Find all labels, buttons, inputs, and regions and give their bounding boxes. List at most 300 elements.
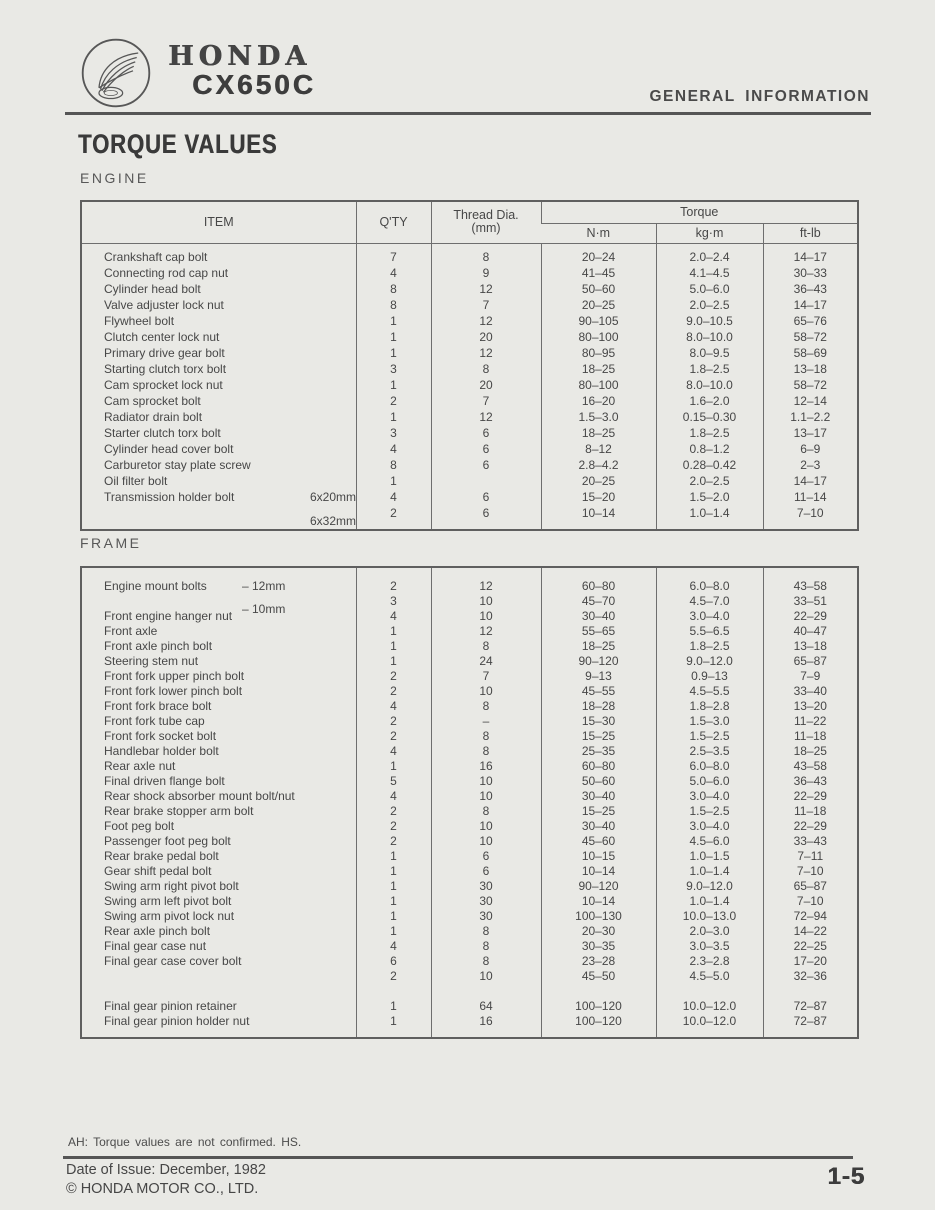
table-row <box>81 594 858 609</box>
cell-ftlb: 14–17 <box>763 473 858 489</box>
footer-note: AH: Torque values are not confirmed. HS. <box>68 1135 302 1149</box>
cell-item <box>81 567 356 594</box>
table-row <box>81 1014 858 1038</box>
cell-thread: 12 <box>431 313 541 329</box>
cell-nm: 10–14 <box>541 505 656 530</box>
cell-ftlb: 7–11 <box>763 849 858 864</box>
cell-ftlb: 11–22 <box>763 714 858 729</box>
cell-qty: 8 <box>356 297 431 313</box>
table-row <box>81 669 858 684</box>
item-label: Cylinder head cover bolt <box>104 441 234 456</box>
table-row <box>81 909 858 924</box>
cell-nm: 9–13 <box>541 669 656 684</box>
page-title: TORQUE VALUES <box>78 129 278 159</box>
cell-nm: 10–15 <box>541 849 656 864</box>
cell-qty: 4 <box>356 489 431 505</box>
cell-nm: 30–40 <box>541 609 656 624</box>
table-row <box>81 457 858 473</box>
cell-thread: 12 <box>431 345 541 361</box>
cell-kgm: 1.5–2.0 <box>656 489 763 505</box>
item-label: Rear axle nut <box>104 759 176 773</box>
cell-thread: 30 <box>431 879 541 894</box>
cell-kgm: 10.0–12.0 <box>656 1014 763 1038</box>
table-row <box>81 377 858 393</box>
table-row <box>81 789 858 804</box>
cell-nm: 80–100 <box>541 329 656 345</box>
cell-qty: 8 <box>356 281 431 297</box>
cell-nm: 45–70 <box>541 594 656 609</box>
cell-thread: 8 <box>431 361 541 377</box>
logo-text <box>168 36 316 100</box>
cell-qty: 4 <box>356 441 431 457</box>
cell-qty: 1 <box>356 909 431 924</box>
cell-nm: 45–50 <box>541 969 656 984</box>
cell-ftlb: 22–29 <box>763 819 858 834</box>
honda-wing-icon <box>78 36 154 110</box>
cell-thread: 8 <box>431 243 541 265</box>
cell-nm: 18–25 <box>541 425 656 441</box>
cell-kgm: 1.0–1.4 <box>656 505 763 530</box>
table-row <box>81 864 858 879</box>
cell-nm: 2.8–4.2 <box>541 457 656 473</box>
cell-ftlb: 7–10 <box>763 505 858 530</box>
item-label: Gear shift pedal bolt <box>104 864 212 878</box>
cell-item <box>81 849 356 864</box>
cell-qty: 2 <box>356 834 431 849</box>
item-label: Cam sprocket lock nut <box>104 377 223 392</box>
item-label: Final gear case nut <box>104 939 207 953</box>
cell-kgm: 4.5–5.5 <box>656 684 763 699</box>
cell-ftlb: 2–3 <box>763 457 858 473</box>
cell-nm: 90–105 <box>541 313 656 329</box>
cell-thread: 10 <box>431 609 541 624</box>
table-row <box>81 849 858 864</box>
cell-ftlb: 33–40 <box>763 684 858 699</box>
cell-item <box>81 759 356 774</box>
item-label: Front fork upper pinch bolt <box>104 669 245 683</box>
item-label: Clutch center lock nut <box>104 329 220 344</box>
table-row <box>81 894 858 909</box>
cell-qty: 4 <box>356 939 431 954</box>
cell-kgm: 2.0–2.4 <box>656 243 763 265</box>
item-label: Rear brake pedal bolt <box>104 849 219 863</box>
cell-kgm: 1.0–1.4 <box>656 894 763 909</box>
cell-qty: 1 <box>356 999 431 1014</box>
cell-nm: 30–35 <box>541 939 656 954</box>
cell-kgm: 5.0–6.0 <box>656 281 763 297</box>
cell-qty: 2 <box>356 714 431 729</box>
copyright: © HONDA MOTOR CO., LTD. <box>66 1181 259 1197</box>
cell-nm: 10–14 <box>541 894 656 909</box>
cell-item <box>81 329 356 345</box>
cell-kgm: 4.5–5.0 <box>656 969 763 984</box>
cell-item <box>81 624 356 639</box>
item-label: Engine mount bolts <box>104 579 207 593</box>
cell-item <box>81 425 356 441</box>
cell-nm: 45–55 <box>541 684 656 699</box>
cell-kgm: 2.0–3.0 <box>656 924 763 939</box>
cell-kgm: 2.0–2.5 <box>656 297 763 313</box>
cell-item <box>81 489 356 505</box>
cell-thread: 30 <box>431 909 541 924</box>
cell-nm: 60–80 <box>541 759 656 774</box>
cell-qty: 2 <box>356 819 431 834</box>
item-label: Rear brake stopper arm bolt <box>104 804 254 818</box>
item-label: Crankshaft cap bolt <box>104 249 208 264</box>
item-sub-label: 6x32mm <box>310 513 357 528</box>
cell-nm: 15–25 <box>541 804 656 819</box>
cell-nm: 100–130 <box>541 909 656 924</box>
cell-nm: 20–30 <box>541 924 656 939</box>
cell-nm: 41–45 <box>541 265 656 281</box>
cell-item <box>81 297 356 313</box>
cell-ftlb: 13–17 <box>763 425 858 441</box>
cell-kgm: 0.8–1.2 <box>656 441 763 457</box>
cell-kgm: 3.0–4.0 <box>656 609 763 624</box>
cell-qty: 1 <box>356 879 431 894</box>
cell-thread: 6 <box>431 505 541 530</box>
cell-item <box>81 281 356 297</box>
cell-kgm: 5.0–6.0 <box>656 774 763 789</box>
item-label: Oil filter bolt <box>104 473 168 488</box>
table-row <box>81 345 858 361</box>
cell-thread: 64 <box>431 999 541 1014</box>
cell-item <box>81 984 356 999</box>
item-label: Cam sprocket bolt <box>104 393 201 408</box>
cell-ftlb: 13–18 <box>763 639 858 654</box>
frame-section-label: FRAME <box>80 535 142 551</box>
col-header-item: ITEM <box>81 201 356 243</box>
cell-thread: 10 <box>431 789 541 804</box>
cell-thread: 6 <box>431 489 541 505</box>
cell-ftlb: 11–14 <box>763 489 858 505</box>
item-label: Steering stem nut <box>104 654 199 668</box>
table-row <box>81 609 858 624</box>
cell-thread: 8 <box>431 924 541 939</box>
item-label: Swing arm right pivot bolt <box>104 879 239 893</box>
cell-item <box>81 924 356 939</box>
cell-ftlb: 12–14 <box>763 393 858 409</box>
cell-nm: 60–80 <box>541 567 656 594</box>
cell-item <box>81 699 356 714</box>
item-label: Final gear pinion holder nut <box>104 1014 250 1028</box>
cell-item <box>81 819 356 834</box>
cell-ftlb: 65–87 <box>763 879 858 894</box>
cell-kgm: 9.0–10.5 <box>656 313 763 329</box>
cell-kgm: 0.15–0.30 <box>656 409 763 425</box>
cell-kgm: 2.0–2.5 <box>656 473 763 489</box>
cell-qty: 7 <box>356 243 431 265</box>
table-row <box>81 729 858 744</box>
cell-ftlb: 72–94 <box>763 909 858 924</box>
cell-item <box>81 313 356 329</box>
cell-qty: 1 <box>356 313 431 329</box>
cell-ftlb: 33–43 <box>763 834 858 849</box>
cell-kgm: 1.5–2.5 <box>656 729 763 744</box>
cell-ftlb: 43–58 <box>763 567 858 594</box>
cell-nm: 30–40 <box>541 789 656 804</box>
cell-qty: 1 <box>356 849 431 864</box>
table-row <box>81 425 858 441</box>
cell-qty: 1 <box>356 639 431 654</box>
cell-qty: 1 <box>356 345 431 361</box>
item-label: Front fork socket bolt <box>104 729 217 743</box>
item-label: Connecting rod cap nut <box>104 265 229 280</box>
cell-kgm: 8.0–9.5 <box>656 345 763 361</box>
item-label: Rear shock absorber mount bolt/nut <box>104 789 295 803</box>
cell-item <box>81 939 356 954</box>
col-header-torque: Torque <box>541 201 858 223</box>
cell-kgm: 1.0–1.4 <box>656 864 763 879</box>
cell-nm: 90–120 <box>541 879 656 894</box>
cell-item <box>81 409 356 425</box>
cell-thread: 12 <box>431 624 541 639</box>
cell-nm: 45–60 <box>541 834 656 849</box>
item-label: Handlebar holder bolt <box>104 744 219 758</box>
cell-thread: 8 <box>431 729 541 744</box>
cell-ftlb: 33–51 <box>763 594 858 609</box>
cell-kgm: 1.5–2.5 <box>656 804 763 819</box>
cell-item <box>81 1014 356 1038</box>
cell-item <box>81 729 356 744</box>
cell-nm: 100–120 <box>541 999 656 1014</box>
cell-kgm: 9.0–12.0 <box>656 654 763 669</box>
model-name: CX650C <box>192 69 316 100</box>
table-row <box>81 489 858 505</box>
page-number: 1-5 <box>827 1163 865 1190</box>
cell-thread: 8 <box>431 954 541 969</box>
cell-nm: 16–20 <box>541 393 656 409</box>
footer-rule <box>63 1156 853 1159</box>
cell-ftlb: 13–20 <box>763 699 858 714</box>
cell-ftlb: 13–18 <box>763 361 858 377</box>
cell-nm: 50–60 <box>541 281 656 297</box>
table-row <box>81 639 858 654</box>
cell-ftlb: 22–29 <box>763 609 858 624</box>
cell-kgm: 4.1–4.5 <box>656 265 763 281</box>
cell-qty: 2 <box>356 684 431 699</box>
cell-ftlb: 17–20 <box>763 954 858 969</box>
item-label: Passenger foot peg bolt <box>104 834 231 848</box>
item-label: Front axle <box>104 624 158 638</box>
cell-ftlb: 7–9 <box>763 669 858 684</box>
cell-item <box>81 999 356 1014</box>
cell-qty: 1 <box>356 409 431 425</box>
cell-nm: 18–25 <box>541 361 656 377</box>
table-row <box>81 984 858 999</box>
cell-item <box>81 969 356 984</box>
cell-item <box>81 345 356 361</box>
cell-thread: 10 <box>431 819 541 834</box>
table-row <box>81 999 858 1014</box>
table-row <box>81 441 858 457</box>
cell-nm <box>541 984 656 999</box>
cell-ftlb: 65–87 <box>763 654 858 669</box>
table-row <box>81 624 858 639</box>
cell-ftlb: 6–9 <box>763 441 858 457</box>
cell-kgm: 6.0–8.0 <box>656 759 763 774</box>
cell-qty: 1 <box>356 924 431 939</box>
table-row <box>81 939 858 954</box>
cell-kgm: 1.0–1.5 <box>656 849 763 864</box>
table-row <box>81 567 858 594</box>
cell-kgm: 1.6–2.0 <box>656 393 763 409</box>
cell-item <box>81 654 356 669</box>
cell-qty: 5 <box>356 774 431 789</box>
table-row <box>81 759 858 774</box>
cell-ftlb: 7–10 <box>763 894 858 909</box>
cell-thread: 20 <box>431 329 541 345</box>
engine-section-label: ENGINE <box>80 170 149 186</box>
cell-kgm <box>656 984 763 999</box>
cell-item <box>81 879 356 894</box>
cell-ftlb: 18–25 <box>763 744 858 759</box>
table-row <box>81 699 858 714</box>
cell-qty: 2 <box>356 505 431 530</box>
cell-nm: 10–14 <box>541 864 656 879</box>
cell-nm: 1.5–3.0 <box>541 409 656 425</box>
cell-nm: 100–120 <box>541 1014 656 1038</box>
cell-nm: 20–25 <box>541 297 656 313</box>
cell-ftlb: 14–17 <box>763 243 858 265</box>
cell-thread: 8 <box>431 699 541 714</box>
item-sub-label: – 12mm <box>242 579 286 593</box>
cell-thread: 30 <box>431 894 541 909</box>
cell-kgm: 4.5–7.0 <box>656 594 763 609</box>
cell-ftlb: 11–18 <box>763 729 858 744</box>
cell-item <box>81 714 356 729</box>
cell-kgm: 6.0–8.0 <box>656 567 763 594</box>
cell-item <box>81 909 356 924</box>
cell-thread: 10 <box>431 834 541 849</box>
cell-nm: 25–35 <box>541 744 656 759</box>
cell-item <box>81 265 356 281</box>
cell-kgm: 1.5–3.0 <box>656 714 763 729</box>
table-row <box>81 744 858 759</box>
cell-ftlb: 11–18 <box>763 804 858 819</box>
cell-nm: 30–40 <box>541 819 656 834</box>
cell-item <box>81 441 356 457</box>
col-header-qty: Q'TY <box>356 201 431 243</box>
cell-item <box>81 744 356 759</box>
cell-thread: 10 <box>431 774 541 789</box>
cell-item <box>81 864 356 879</box>
cell-item <box>81 774 356 789</box>
cell-thread: – <box>431 714 541 729</box>
cell-thread: 8 <box>431 939 541 954</box>
cell-item <box>81 789 356 804</box>
cell-thread: 12 <box>431 409 541 425</box>
cell-item <box>81 669 356 684</box>
cell-qty: 1 <box>356 894 431 909</box>
item-label: Swing arm pivot lock nut <box>104 909 235 923</box>
cell-kgm: 0.9–13 <box>656 669 763 684</box>
item-label: Front axle pinch bolt <box>104 639 213 653</box>
cell-ftlb: 72–87 <box>763 999 858 1014</box>
cell-ftlb: 14–17 <box>763 297 858 313</box>
cell-item <box>81 834 356 849</box>
cell-qty: 1 <box>356 1014 431 1038</box>
cell-nm: 20–25 <box>541 473 656 489</box>
cell-kgm: 8.0–10.0 <box>656 377 763 393</box>
cell-kgm: 4.5–6.0 <box>656 834 763 849</box>
frame-torque-table <box>80 566 859 1039</box>
item-label: Valve adjuster lock nut <box>104 297 224 312</box>
cell-qty: 8 <box>356 457 431 473</box>
cell-item <box>81 684 356 699</box>
cell-qty: 2 <box>356 729 431 744</box>
cell-qty <box>356 984 431 999</box>
cell-kgm: 3.0–4.0 <box>656 789 763 804</box>
brand-name: HONDA <box>168 41 312 72</box>
item-label: Front fork brace bolt <box>104 699 212 713</box>
cell-ftlb: 30–33 <box>763 265 858 281</box>
cell-thread: 8 <box>431 639 541 654</box>
cell-qty: 1 <box>356 759 431 774</box>
item-label: Swing arm left pivot bolt <box>104 894 232 908</box>
table-row <box>81 313 858 329</box>
table-row <box>81 265 858 281</box>
col-header-ftlb: ft-lb <box>763 223 858 243</box>
cell-qty: 1 <box>356 377 431 393</box>
cell-item <box>81 639 356 654</box>
cell-qty: 2 <box>356 393 431 409</box>
table-row <box>81 819 858 834</box>
cell-thread: 10 <box>431 684 541 699</box>
table-row <box>81 361 858 377</box>
item-label: Carburetor stay plate screw <box>104 457 251 472</box>
table-row <box>81 409 858 425</box>
cell-kgm: 1.8–2.5 <box>656 639 763 654</box>
cell-thread: 12 <box>431 567 541 594</box>
cell-ftlb: 58–69 <box>763 345 858 361</box>
cell-thread: 16 <box>431 1014 541 1038</box>
cell-qty: 2 <box>356 969 431 984</box>
honda-logo-block <box>78 36 316 110</box>
cell-ftlb: 40–47 <box>763 624 858 639</box>
cell-kgm: 1.8–2.5 <box>656 425 763 441</box>
cell-thread: 6 <box>431 864 541 879</box>
cell-qty: 3 <box>356 361 431 377</box>
cell-thread: 7 <box>431 297 541 313</box>
item-label: Front fork tube cap <box>104 714 205 728</box>
cell-ftlb: 36–43 <box>763 774 858 789</box>
cell-ftlb: 14–22 <box>763 924 858 939</box>
cell-qty: 2 <box>356 669 431 684</box>
cell-thread: 6 <box>431 849 541 864</box>
section-title: GENERAL INFORMATION <box>649 88 870 105</box>
cell-thread: 16 <box>431 759 541 774</box>
cell-ftlb: 65–76 <box>763 313 858 329</box>
cell-item <box>81 393 356 409</box>
cell-qty: 3 <box>356 594 431 609</box>
table-row <box>81 684 858 699</box>
cell-item <box>81 609 356 624</box>
col-header-thread-dia: Thread Dia. (mm) <box>431 201 541 243</box>
cell-ftlb: 36–43 <box>763 281 858 297</box>
cell-thread: 8 <box>431 804 541 819</box>
cell-thread: 6 <box>431 457 541 473</box>
cell-thread <box>431 984 541 999</box>
table-row <box>81 654 858 669</box>
item-sub-label: – 10mm <box>242 601 286 616</box>
cell-nm: 55–65 <box>541 624 656 639</box>
cell-thread: 20 <box>431 377 541 393</box>
table-row <box>81 774 858 789</box>
cell-item <box>81 954 356 969</box>
item-label: Starting clutch torx bolt <box>104 361 227 376</box>
cell-nm: 80–100 <box>541 377 656 393</box>
